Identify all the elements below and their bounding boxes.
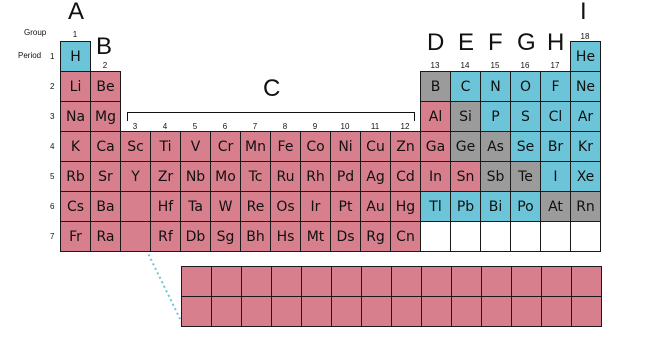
f-block-cell	[421, 296, 452, 327]
element-fe: Fe	[270, 131, 301, 162]
element-ge: Ge	[450, 131, 481, 162]
f-block-cell	[211, 266, 242, 297]
element-cu: Cu	[360, 131, 391, 162]
element-i: I	[540, 161, 571, 192]
element-cr: Cr	[210, 131, 241, 162]
element-ra: Ra	[90, 221, 121, 252]
f-block-cell	[331, 296, 362, 327]
f-block-cell	[181, 266, 212, 297]
f-block-cell	[361, 266, 392, 297]
element-ba: Ba	[90, 191, 121, 222]
group-number-4: 4	[162, 122, 168, 131]
element-mo: Mo	[210, 161, 241, 192]
element-be: Be	[90, 71, 121, 102]
element-na: Na	[60, 101, 91, 132]
f-block-cell	[211, 296, 242, 327]
element-rb: Rb	[60, 161, 91, 192]
f-block-cell	[241, 266, 272, 297]
f-block-cell	[481, 296, 512, 327]
element-sb: Sb	[480, 161, 511, 192]
element-o: O	[510, 71, 541, 102]
f-block-cell	[331, 266, 362, 297]
element-h: H	[60, 41, 91, 72]
section-label-d: D	[427, 29, 445, 56]
section-label-a: A	[68, 0, 85, 25]
element-in: In	[420, 161, 451, 192]
element-ar: Ar	[570, 101, 601, 132]
element-y: Y	[120, 161, 151, 192]
element-xe: Xe	[570, 161, 601, 192]
element-hf: Hf	[150, 191, 181, 222]
element-ir: Ir	[300, 191, 331, 222]
element-f: F	[540, 71, 571, 102]
element-te: Te	[510, 161, 541, 192]
element-se: Se	[510, 131, 541, 162]
section-label-g: G	[517, 29, 536, 56]
section-label-h: H	[547, 29, 565, 56]
f-block-cell	[301, 266, 332, 297]
element-db: Db	[180, 221, 211, 252]
transition-metal-bracket	[127, 112, 415, 121]
group-number-9: 9	[312, 122, 318, 131]
element-n: N	[480, 71, 511, 102]
element-si: Si	[450, 101, 481, 132]
group-axis-label: Group	[24, 28, 47, 37]
section-label-c: C	[263, 75, 281, 102]
element-br: Br	[540, 131, 571, 162]
element-hg: Hg	[390, 191, 421, 222]
period-number-5: 5	[50, 172, 55, 181]
empty-cell-g3-p7	[120, 221, 151, 252]
element-mg: Mg	[90, 101, 121, 132]
element-re: Re	[240, 191, 271, 222]
element-al: Al	[420, 101, 451, 132]
f-block-cell	[391, 266, 422, 297]
element-as: As	[480, 131, 511, 162]
section-label-e: E	[458, 29, 475, 56]
f-block-cell	[361, 296, 392, 327]
section-label-i: I	[580, 0, 587, 25]
element-bh: Bh	[240, 221, 271, 252]
empty-cell-g13-p7	[420, 221, 451, 252]
element-ds: Ds	[330, 221, 361, 252]
element-ga: Ga	[420, 131, 451, 162]
element-zn: Zn	[390, 131, 421, 162]
element-cs: Cs	[60, 191, 91, 222]
element-cn: Cn	[390, 221, 421, 252]
element-v: V	[180, 131, 211, 162]
element-rg: Rg	[360, 221, 391, 252]
period-number-6: 6	[50, 202, 55, 211]
f-block-cell	[181, 296, 212, 327]
period-number-1: 1	[50, 52, 55, 61]
element-w: W	[210, 191, 241, 222]
period-number-2: 2	[50, 82, 55, 91]
element-s: S	[510, 101, 541, 132]
element-ti: Ti	[150, 131, 181, 162]
element-b: B	[420, 71, 451, 102]
element-pt: Pt	[330, 191, 361, 222]
empty-cell-g16-p7	[510, 221, 541, 252]
empty-cell-g14-p7	[450, 221, 481, 252]
section-label-b: B	[96, 33, 113, 60]
f-block-cell	[451, 266, 482, 297]
element-ru: Ru	[270, 161, 301, 192]
element-ni: Ni	[330, 131, 361, 162]
empty-cell-g3-p6	[120, 191, 151, 222]
group-number-17: 17	[550, 61, 560, 70]
empty-cell-g18-p7	[570, 221, 601, 252]
element-cl: Cl	[540, 101, 571, 132]
element-he: He	[570, 41, 601, 72]
group-number-14: 14	[460, 61, 470, 70]
element-sc: Sc	[120, 131, 151, 162]
group-number-3: 3	[132, 122, 138, 131]
element-tc: Tc	[240, 161, 271, 192]
group-number-12: 12	[400, 122, 410, 131]
element-p: P	[480, 101, 511, 132]
group-number-8: 8	[282, 122, 288, 131]
f-block-cell	[511, 296, 542, 327]
f-block-cell	[391, 296, 422, 327]
element-pd: Pd	[330, 161, 361, 192]
element-at: At	[540, 191, 571, 222]
group-number-10: 10	[340, 122, 350, 131]
element-kr: Kr	[570, 131, 601, 162]
group-number-15: 15	[490, 61, 500, 70]
period-axis-label: Period	[18, 51, 42, 60]
group-number-6: 6	[222, 122, 228, 131]
f-block-cell	[481, 266, 512, 297]
element-li: Li	[60, 71, 91, 102]
element-cd: Cd	[390, 161, 421, 192]
f-block-cell	[571, 266, 602, 297]
empty-cell-g17-p7	[540, 221, 571, 252]
element-rn: Rn	[570, 191, 601, 222]
element-ne: Ne	[570, 71, 601, 102]
empty-cell-g15-p7	[480, 221, 511, 252]
group-number-2: 2	[102, 61, 108, 70]
element-au: Au	[360, 191, 391, 222]
section-label-f: F	[488, 29, 503, 56]
group-number-7: 7	[252, 122, 258, 131]
element-sr: Sr	[90, 161, 121, 192]
element-co: Co	[300, 131, 331, 162]
element-po: Po	[510, 191, 541, 222]
group-number-13: 13	[430, 61, 440, 70]
period-number-3: 3	[50, 112, 55, 121]
element-zr: Zr	[150, 161, 181, 192]
element-rf: Rf	[150, 221, 181, 252]
element-nb: Nb	[180, 161, 211, 192]
group-number-5: 5	[192, 122, 198, 131]
element-bi: Bi	[480, 191, 511, 222]
element-ag: Ag	[360, 161, 391, 192]
group-number-16: 16	[520, 61, 530, 70]
f-block-cell	[541, 266, 572, 297]
element-fr: Fr	[60, 221, 91, 252]
period-number-4: 4	[50, 142, 55, 151]
element-rh: Rh	[300, 161, 331, 192]
element-os: Os	[270, 191, 301, 222]
element-pb: Pb	[450, 191, 481, 222]
f-block-cell	[451, 296, 482, 327]
element-mt: Mt	[300, 221, 331, 252]
period-number-7: 7	[50, 232, 55, 241]
element-ta: Ta	[180, 191, 211, 222]
element-c: C	[450, 71, 481, 102]
f-block-cell	[421, 266, 452, 297]
group-number-1: 1	[72, 30, 78, 39]
element-sn: Sn	[450, 161, 481, 192]
element-sg: Sg	[210, 221, 241, 252]
f-block-cell	[541, 296, 572, 327]
f-block-cell	[271, 296, 302, 327]
f-block-cell	[271, 266, 302, 297]
element-mn: Mn	[240, 131, 271, 162]
element-tl: Tl	[420, 191, 451, 222]
group-number-11: 11	[370, 122, 380, 131]
f-block-cell	[511, 266, 542, 297]
f-block-cell	[301, 296, 332, 327]
element-ca: Ca	[90, 131, 121, 162]
group-number-18: 18	[580, 32, 590, 41]
element-k: K	[60, 131, 91, 162]
f-block-cell	[241, 296, 272, 327]
f-block-cell	[571, 296, 602, 327]
element-hs: Hs	[270, 221, 301, 252]
